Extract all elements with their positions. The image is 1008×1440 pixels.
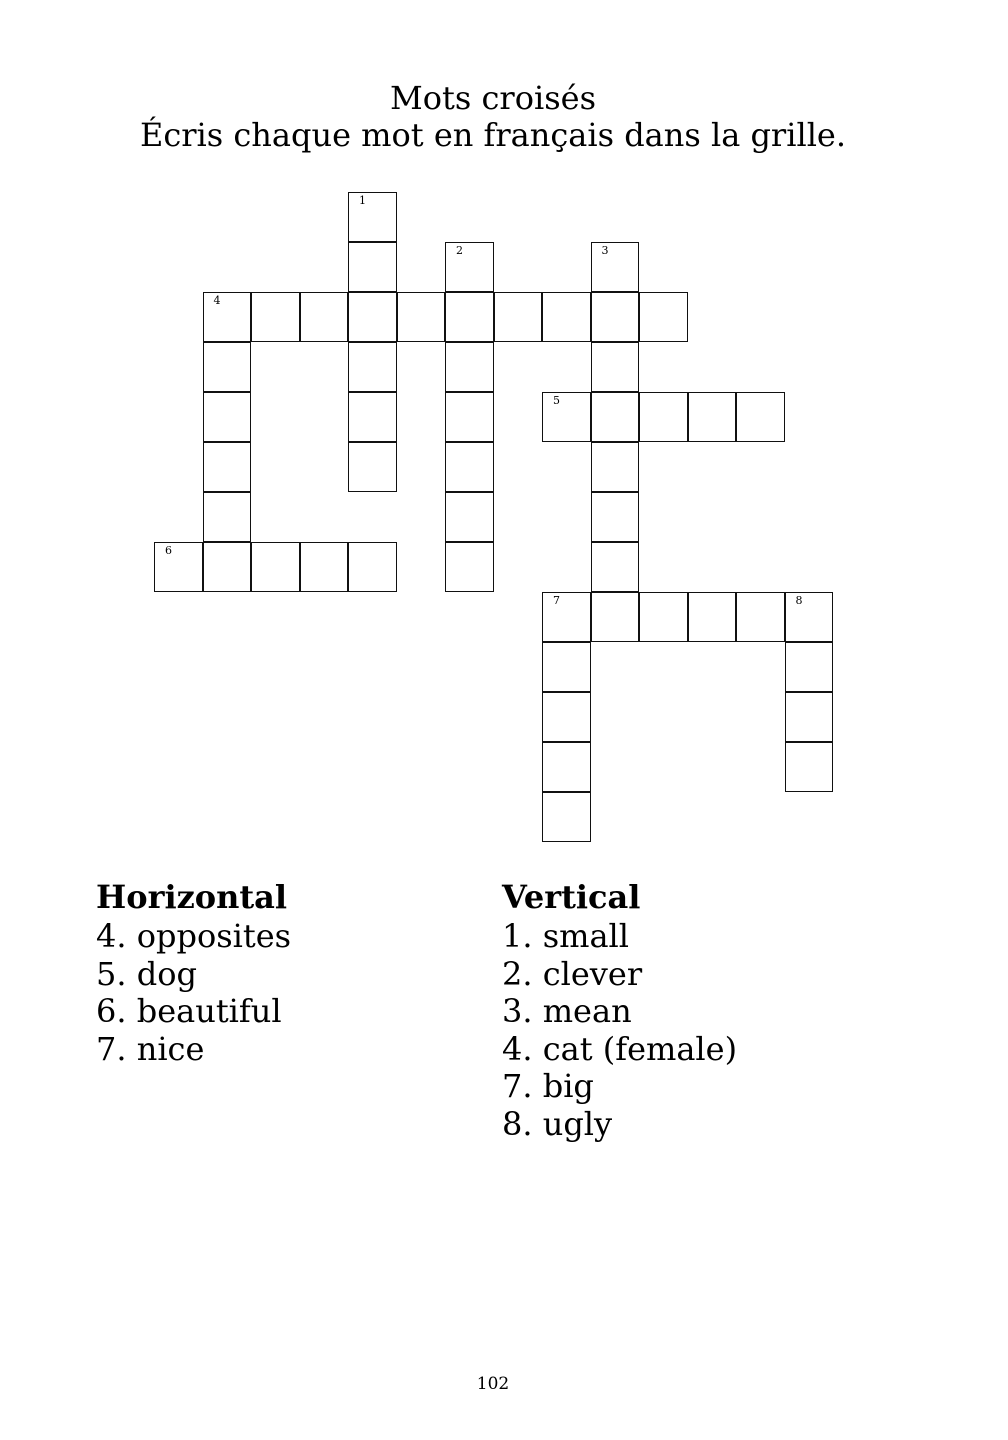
clue-number: 3 xyxy=(601,244,609,257)
crossword-cell[interactable] xyxy=(591,592,640,642)
clue-number: 8 xyxy=(795,594,803,607)
crossword-cell[interactable] xyxy=(397,292,446,342)
crossword-cell[interactable] xyxy=(445,242,494,292)
crossword-cell[interactable] xyxy=(591,242,640,292)
crossword-cell[interactable] xyxy=(203,442,252,492)
clue-number: 2 xyxy=(456,244,463,257)
crossword-cell[interactable] xyxy=(445,342,494,392)
crossword-cell[interactable] xyxy=(251,292,300,342)
crossword-cell[interactable] xyxy=(300,292,349,342)
across-heading: Horizontal xyxy=(96,878,288,916)
clue-down: 8. ugly xyxy=(502,1104,613,1143)
crossword-cell[interactable] xyxy=(445,492,494,542)
clue-number: 5 xyxy=(553,394,560,407)
crossword-cell[interactable] xyxy=(736,392,785,442)
instructions: Écris chaque mot en français dans la grille. xyxy=(139,116,847,154)
crossword-cell[interactable] xyxy=(348,392,397,442)
crossword-cell[interactable] xyxy=(445,542,494,592)
crossword-cell[interactable] xyxy=(494,292,543,342)
crossword-cell[interactable] xyxy=(348,342,397,392)
crossword-cell[interactable] xyxy=(348,242,397,292)
clue-down: 4. cat (female) xyxy=(502,1029,738,1068)
clue-number: 1 xyxy=(359,194,366,207)
page-title: Mots croisés xyxy=(390,79,596,117)
clue-number: 4 xyxy=(213,294,221,307)
crossword-cell[interactable] xyxy=(300,542,349,592)
clue-across: 7. nice xyxy=(96,1029,205,1068)
crossword-cell[interactable] xyxy=(639,392,688,442)
crossword-cell[interactable] xyxy=(591,442,640,492)
crossword-cell[interactable] xyxy=(688,392,737,442)
crossword-cell[interactable] xyxy=(542,292,591,342)
crossword-cell[interactable] xyxy=(785,692,834,742)
crossword-cell[interactable] xyxy=(445,292,494,342)
clue-number: 7 xyxy=(553,594,560,607)
crossword-cell[interactable] xyxy=(203,492,252,542)
across-clues xyxy=(96,878,291,1068)
clue-down: 2. clever xyxy=(502,954,643,993)
crossword-cell[interactable] xyxy=(203,342,252,392)
crossword-cell[interactable] xyxy=(542,692,591,742)
down-clues xyxy=(502,878,737,1143)
clue-across: 5. dog xyxy=(96,954,197,993)
crossword-cell[interactable] xyxy=(542,792,591,842)
clue-number: 6 xyxy=(165,544,172,557)
page-number: 102 xyxy=(476,1374,510,1394)
crossword-cell[interactable] xyxy=(348,442,397,492)
crossword-cell[interactable] xyxy=(542,742,591,792)
crossword-cell[interactable] xyxy=(639,292,688,342)
crossword-cell[interactable] xyxy=(348,542,397,592)
crossword-cell[interactable] xyxy=(639,592,688,642)
crossword-cell[interactable] xyxy=(445,442,494,492)
crossword-cell[interactable] xyxy=(542,392,591,442)
crossword-cell[interactable] xyxy=(251,542,300,592)
crossword-cell[interactable] xyxy=(348,192,397,242)
crossword-cell[interactable] xyxy=(445,392,494,442)
crossword-cell[interactable] xyxy=(785,742,834,792)
crossword-cell[interactable] xyxy=(154,542,203,592)
clue-down: 7. big xyxy=(502,1067,594,1105)
clue-down: 3. mean xyxy=(502,992,632,1030)
crossword-cell[interactable] xyxy=(785,592,834,642)
crossword-cell[interactable] xyxy=(785,642,834,692)
crossword-cell[interactable] xyxy=(591,542,640,592)
crossword-cell[interactable] xyxy=(736,592,785,642)
clue-across: 6. beautiful xyxy=(96,992,282,1030)
clue-down: 1. small xyxy=(502,917,630,955)
crossword-cell[interactable] xyxy=(591,342,640,392)
crossword-cell[interactable] xyxy=(591,492,640,542)
crossword-cell[interactable] xyxy=(688,592,737,642)
clue-across: 4. opposites xyxy=(96,917,292,955)
crossword-cell[interactable] xyxy=(203,542,252,592)
crossword-cell[interactable] xyxy=(591,292,640,342)
crossword-cell[interactable] xyxy=(542,642,591,692)
down-heading: Vertical xyxy=(502,878,641,916)
crossword-cell[interactable] xyxy=(348,292,397,342)
crossword-cell[interactable] xyxy=(591,392,640,442)
crossword-cell[interactable] xyxy=(203,392,252,442)
crossword-cell[interactable] xyxy=(203,292,252,342)
crossword-cell[interactable] xyxy=(542,592,591,642)
